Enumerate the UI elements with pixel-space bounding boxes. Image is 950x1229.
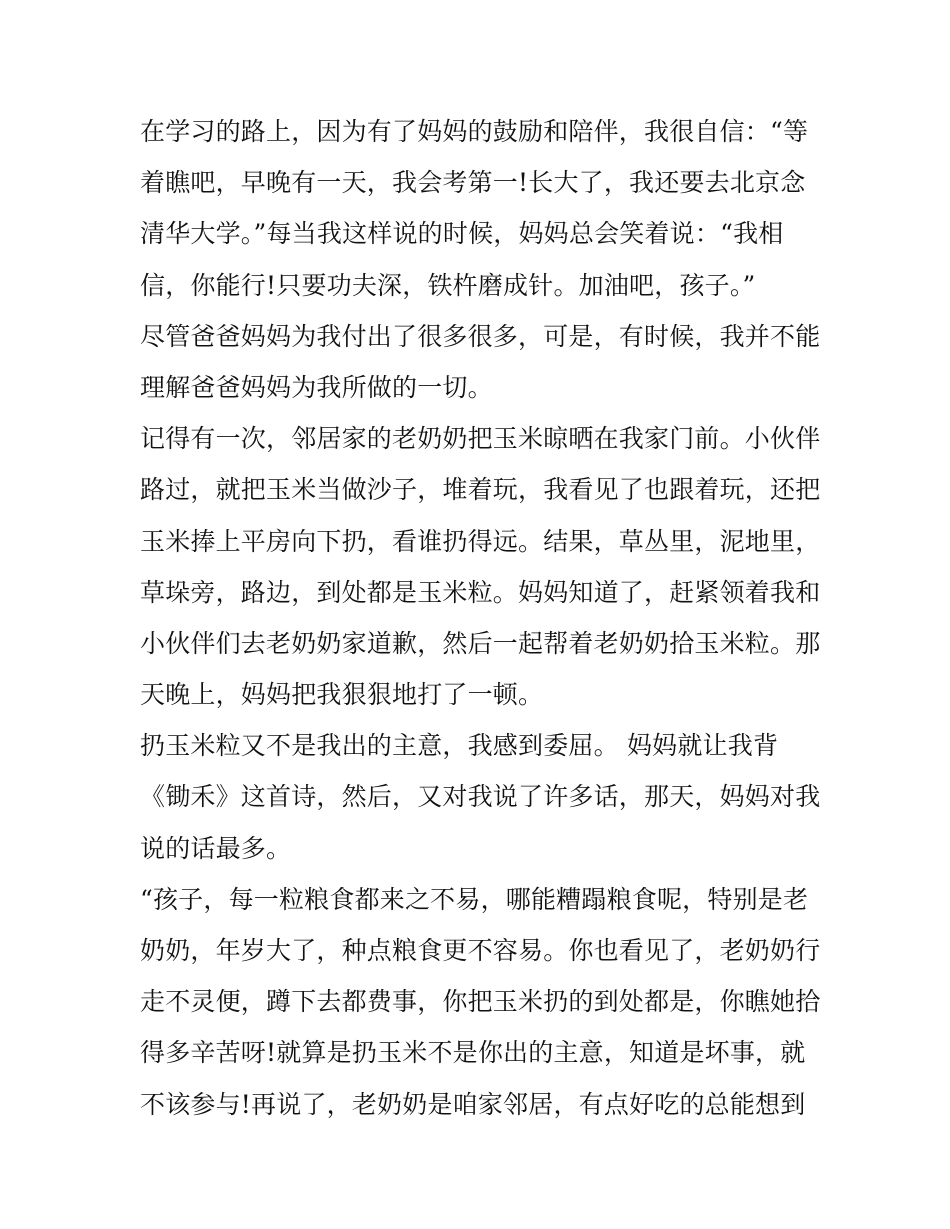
text-line-17: 奶奶，年岁大了，种点粮食更不容易。你也看见了，老奶奶行 <box>140 936 820 965</box>
text-line-1: 在学习的路上，因为有了妈妈的鼓励和陪伴，我很自信：“等 <box>140 117 809 146</box>
text-line-6: 理解爸爸妈妈为我所做的一切。 <box>140 372 493 402</box>
text-line-10: 草垛旁，路边，到处都是玉米粒。妈妈知道了，赶紧领着我和 <box>140 577 820 607</box>
text-line-14: 《锄禾》这首诗，然后，又对我说了许多话，那天，妈妈对我 <box>140 782 820 812</box>
text-line-18: 走不灵便，蹲下去都费事，你把玉米扔的到处都是，你瞧她拾 <box>140 987 820 1017</box>
text-line-2: 着瞧吧，早晚有一天，我会考第一!长大了，我还要去北京念 <box>140 168 806 198</box>
document-body <box>140 106 820 1130</box>
text-line-8: 路过，就把玉米当做沙子，堆着玩，我看见了也跟着玩，还把 <box>140 475 820 505</box>
text-line-15: 说的话最多。 <box>140 833 292 863</box>
text-line-19: 得多辛苦呀!就算是扔玉米不是你出的主意，知道是坏事，就 <box>140 1038 806 1068</box>
text-line-7: 记得有一次，邻居家的老奶奶把玉米晾晒在我家门前。小伙伴 <box>140 424 820 454</box>
text-line-4: 信，你能行!只要功夫深，铁杵磨成针。加油吧，孩子。” <box>140 270 756 300</box>
text-line-13: 扔玉米粒又不是我出的主意，我感到委屈。 妈妈就让我背 <box>140 731 779 761</box>
text-line-16: “孩子，每一粒粮食都来之不易，哪能糟蹋粮食呢，特别是老 <box>140 884 809 914</box>
text-line-20: 不该参与!再说了，老奶奶是咱家邻居，有点好吃的总能想到 <box>140 1089 806 1119</box>
text-line-5: 尽管爸爸妈妈为我付出了很多很多，可是，有时候，我并不能 <box>140 321 820 351</box>
text-line-12: 天晚上，妈妈把我狠狠地打了一顿。 <box>140 680 544 710</box>
text-line-3: 清华大学。”每当我这样说的时候，妈妈总会笑着说：“我相 <box>140 219 784 249</box>
text-line-11: 小伙伴们去老奶奶家道歉，然后一起帮着老奶奶拾玉米粒。那 <box>140 628 820 658</box>
text-line-9: 玉米捧上平房向下扔，看谁扔得远。结果，草丛里，泥地里， <box>140 526 820 556</box>
